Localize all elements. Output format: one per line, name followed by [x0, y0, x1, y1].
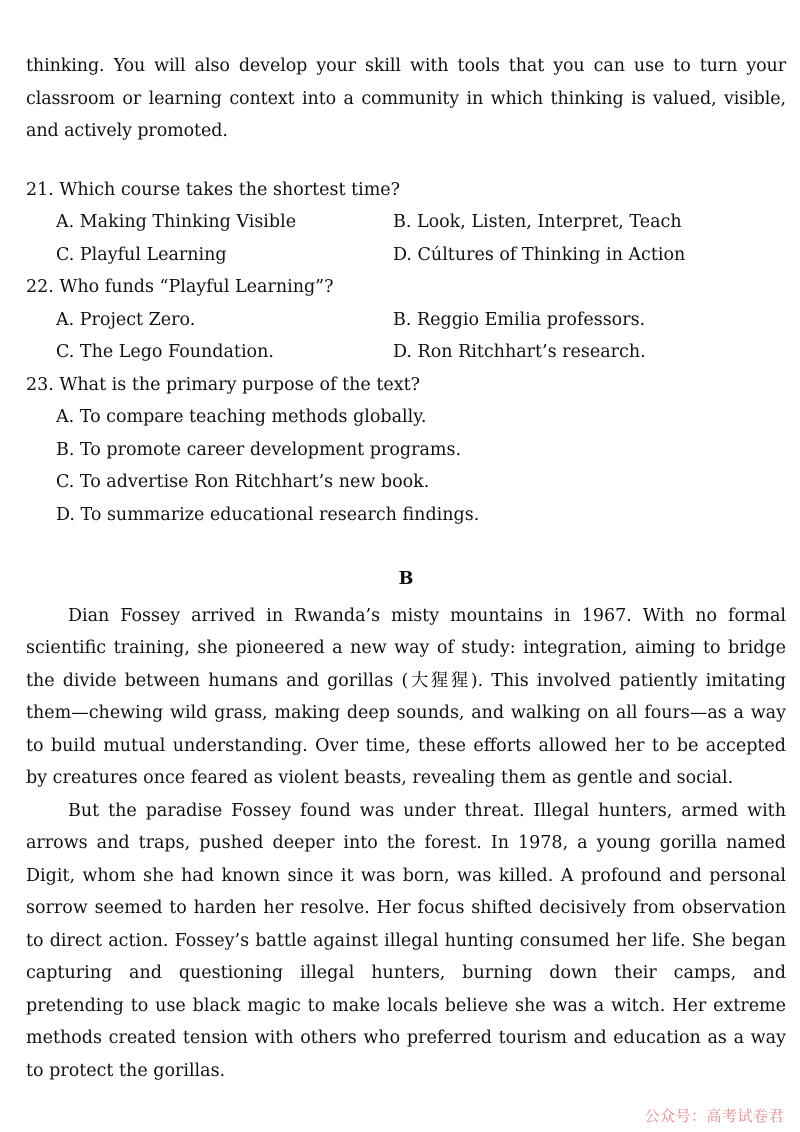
question-stem: 23. What is the primary purpose of the text?	[26, 374, 420, 395]
question-22	[26, 271, 786, 369]
passage-paragraph: Dian Fossey arrived in Rwanda’s misty mountains in 1967. With no formal scientific training, she pioneered a new way of study: integration, aiming to bridge the divide between humans and gorillas (大猩猩). This involved patiently imitating them—chewing wild grass, making deep sounds, and walking on all fours—as a way to build mutual understanding. Over time, these efforts allowed her to be accepted by creatures once feared as violent beasts, revealing them as gentle and social.	[26, 605, 786, 788]
answer-options	[26, 401, 786, 531]
option-d: D. Cúltures of Thinking in Action	[393, 244, 686, 265]
answer-options	[26, 304, 786, 369]
section-heading: B	[398, 569, 414, 589]
document-page	[26, 50, 786, 1087]
question-23	[26, 369, 786, 532]
option-a: A. Making Thinking Visible	[56, 212, 297, 232]
intro-paragraph: thinking. You will also develop your skill with tools that you can use to turn your classroom or learning context into a community in which thinking is valued, visible, and actively promoted.	[26, 56, 786, 141]
option-d: D. Ron Ritchhart’s research.	[393, 342, 646, 362]
question-stem: 21. Which course takes the shortest time?	[26, 179, 401, 200]
option-a: A. To compare teaching methods globally.	[56, 407, 427, 427]
question-stem: 22. Who funds “Playful Learning”?	[26, 277, 334, 297]
watermark-text: 公众号：高考试卷君	[644, 1107, 784, 1125]
option-a: A. Project Zero.	[56, 309, 196, 330]
option-b: B. Look, Listen, Interpret, Teach	[393, 212, 682, 232]
option-b: B. Reggio Emilia professors.	[393, 309, 646, 330]
option-d: D. To summarize educational research findings.	[56, 504, 480, 525]
option-b: B. To promote career development programs.	[56, 439, 462, 460]
option-c: C. Playful Learning	[56, 244, 227, 265]
option-c: C. The Lego Foundation.	[56, 342, 274, 362]
passage-paragraph: But the paradise Fossey found was under threat. Illegal hunters, armed with arrows and traps, pushed deeper into the forest. In 1978, a young gorilla named Digit, whom she had known since it was born, was killed. A profound and personal sorrow seemed to harden her resolve. Her focus shifted decisively from observation to direct action. Fossey’s battle against illegal hunting consumed her life. She began capturing and questioning illegal hunters, burning down their camps, and pretending to use black magic to make locals believe she was a witch. Her extreme methods created tension with others who preferred tourism and education as a way to protect the gorillas.	[26, 800, 786, 1081]
answer-options	[26, 206, 786, 271]
option-c: C. To advertise Ron Ritchhart’s new book.	[56, 472, 430, 492]
question-21	[26, 174, 786, 272]
